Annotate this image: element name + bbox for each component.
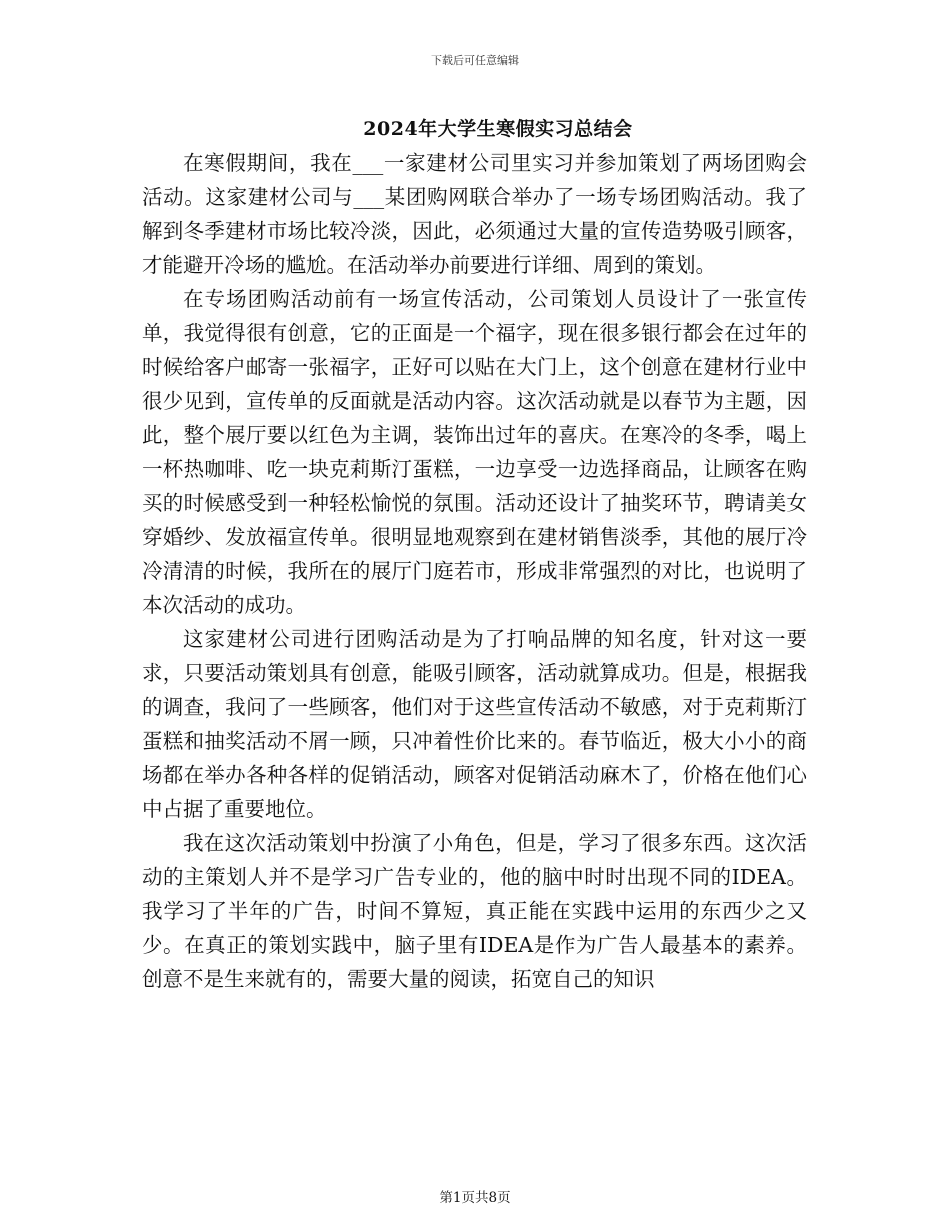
document-body xyxy=(142,146,807,996)
paragraph-3: 这家建材公司进行团购活动是为了打响品牌的知名度，针对这一要求，只要活动策划具有创意，能吸引顾客，活动就算成功。但是，根据我的调查，我问了一些顾客，他们对于这些宣传活动不敏感，对于克莉斯汀蛋糕和抽奖活动不屑一顾，只冲着性价比来的。春节临近，极大小小的商场都在举办各种各样的促销活动，顾客对促销活动麻木了，价格在他们心中占据了重要地位。 xyxy=(142,627,807,821)
header-note: 下载后可任意编辑 xyxy=(431,54,519,67)
page-number: 第1页共8页 xyxy=(439,1190,511,1206)
paragraph-4: 我在这次活动策划中扮演了小角色，但是，学习了很多东西。这次活动的主策划人并不是学习广告专业的，他的脑中时时出现不同的IDEA。我学习了半年的广告，时间不算短，真正能在实践中运用的东西少之又少。在真正的策划实践中，脑子里有IDEA是作为广告人最基本的素养。创意不是生来就有的，需要大量的阅读，拓宽自己的知识 xyxy=(142,831,807,991)
paragraph-1: 在寒假期间，我在___一家建材公司里实习并参加策划了两场团购会活动。这家建材公司与___某团购网联合举办了一场专场团购活动。我了解到冬季建材市场比较冷淡，因此，必须通过大量的宣传造势吸引顾客，才能避开冷场的尴尬。在活动举办前要进行详细、周到的策划。 xyxy=(142,151,807,277)
document-title: 2024年大学生寒假实习总结会 xyxy=(363,118,633,140)
paragraph-2: 在专场团购活动前有一场宣传活动，公司策划人员设计了一张宣传单，我觉得很有创意，它的正面是一个福字，现在很多银行都会在过年的时候给客户邮寄一张福字，正好可以贴在大门上，这个创意在建材行业中很少见到，宣传单的反面就是活动内容。这次活动就是以春节为主题，因此，整个展厅要以红色为主调，装饰出过年的喜庆。在寒冷的冬季，喝上一杯热咖啡、吃一块克莉斯汀蛋糕，一边享受一边选择商品，让顾客在购买的时候感受到一种轻松愉悦的氛围。活动还设计了抽奖环节，聘请美女穿婚纱、发放福宣传单。很明显地观察到在建材销售淡季，其他的展厅冷冷清清的时候，我所在的展厅门庭若市，形成非常强烈的对比，也说明了本次活动的成功。 xyxy=(142,287,807,617)
